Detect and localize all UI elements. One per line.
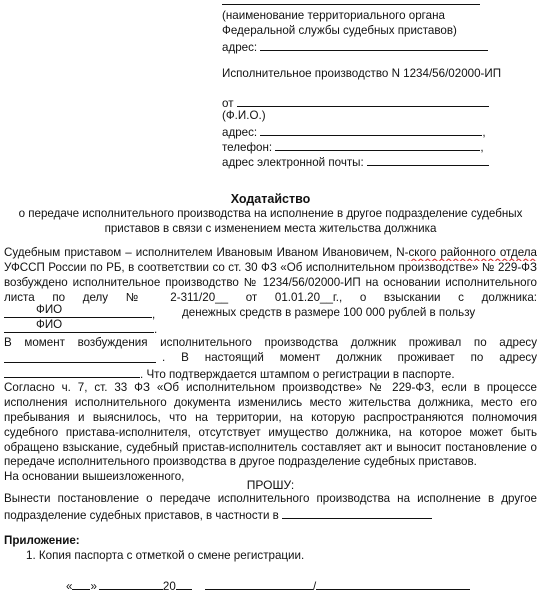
department-blank bbox=[282, 507, 432, 519]
attachments-heading: Приложение: bbox=[4, 534, 80, 547]
fio-label: (Ф.И.О.) bbox=[222, 109, 266, 122]
p5-text: подразделение судебных приставов, в частности в bbox=[4, 509, 279, 522]
paragraph-1 bbox=[4, 246, 537, 306]
p1-line-3: возбуждено исполнительное производство № 1234/56/02000-ИП на основании исполнительного bbox=[4, 275, 537, 289]
debtor-address: адрес: , bbox=[222, 126, 486, 139]
debtor-address-label: адрес: bbox=[222, 126, 258, 139]
from-label: от bbox=[222, 97, 234, 110]
organ-line-1: (наименование территориального органа bbox=[222, 9, 445, 22]
month-blank bbox=[99, 578, 163, 590]
paragraph-2 bbox=[4, 336, 537, 351]
p1-line-2: УФССП России по РБ, в соответствии со ст. 30 ФЗ «Об исполнительном производстве» № 229-ФЗ bbox=[4, 260, 537, 274]
p3-line-2: исполнения исполнительного документа изменились место жительства должника, место его bbox=[4, 395, 537, 409]
p1-line-4: листа по делу № 2-311/20__ от 01.01.20__г., о взыскании с должника: bbox=[4, 290, 537, 304]
p1-line-5: ФИО , денежных средств в размере 100 000 рублей в пользу bbox=[4, 306, 537, 323]
year-prefix: 20 bbox=[162, 580, 176, 593]
p3-line-1: Согласно ч. 7, ст. 33 ФЗ «Об исполнительном производстве» № 229-ФЗ, если в процессе bbox=[4, 381, 537, 394]
p2-line-1: В момент возбуждения исполнительного производства должник проживал по адресу bbox=[4, 336, 537, 349]
top-rule bbox=[222, 0, 480, 5]
case-number: Исполнительное производство N 1234/56/02000-ИП bbox=[222, 67, 502, 80]
debtor-email bbox=[222, 154, 489, 171]
p5-line-1: Вынести постановление о передаче исполнительного производства на исполнение в другое bbox=[4, 492, 537, 505]
document-subtitle-1: о передаче исполнительного производства на исполнение в другое подразделение судебных bbox=[18, 207, 523, 220]
phone-blank bbox=[275, 139, 480, 151]
fio-blank-2 bbox=[4, 318, 154, 333]
organ-address bbox=[222, 39, 488, 56]
debtor-phone: телефон: , bbox=[222, 141, 484, 154]
signature-slash: / bbox=[313, 580, 317, 593]
attachment-item-1: 1. Копия паспорта с отметкой о смене регистрации. bbox=[26, 549, 305, 562]
p2-current-address-text: . В настоящий момент должник проживает по адресу bbox=[162, 351, 537, 364]
name-blank bbox=[316, 578, 470, 590]
fio-placeholder-1: ФИО bbox=[36, 303, 63, 316]
fio-placeholder-2: ФИО bbox=[36, 318, 63, 331]
from-blank bbox=[237, 95, 489, 107]
paragraph-3 bbox=[4, 381, 537, 470]
old-address-blank bbox=[4, 351, 156, 363]
address-blank bbox=[260, 39, 488, 51]
paragraph-5 bbox=[4, 492, 537, 507]
debtor-address-blank bbox=[260, 124, 482, 136]
organ-line-2: Федеральной службы судебных приставов) bbox=[222, 24, 457, 37]
day-blank bbox=[72, 578, 90, 590]
p3-line-5: обращено взыскание, судебный пристав-исполнитель составляет акт и выносит постановление о bbox=[4, 440, 537, 454]
paragraph-4: На основании вышеизложенного, bbox=[4, 470, 185, 483]
request-heading: ПРОШУ: bbox=[246, 478, 295, 492]
p3-line-3: пребывания и выяснилось, что на территории, на которую распространяются полномочия bbox=[4, 410, 537, 424]
p5-line-2 bbox=[4, 507, 432, 524]
year-blank bbox=[176, 578, 192, 590]
email-blank bbox=[367, 154, 489, 166]
address-label: адрес: bbox=[222, 41, 258, 54]
email-label: адрес электронной почты: bbox=[222, 156, 364, 169]
fio-blank-1 bbox=[4, 303, 152, 318]
phone-label: телефон: bbox=[222, 141, 273, 154]
document-subtitle-2: приставов в связи с изменением места жительства должника bbox=[104, 222, 437, 235]
new-address-blank bbox=[4, 366, 140, 378]
p2-stamp-text: . Что подтверждается штампом о регистрации в паспорте. bbox=[140, 368, 455, 381]
date-quote-open: « bbox=[66, 580, 73, 593]
p3-line-4: судебного пристава-исполнителя, отсутствует имущество должника, на которое может быть bbox=[4, 425, 537, 439]
signature-blank bbox=[205, 578, 313, 590]
date-quote-close: » bbox=[90, 580, 97, 593]
p1-line-6: ФИО . bbox=[4, 321, 157, 338]
p1-line-1: Судебным приставом – исполнителем Ивановым Иваном Ивановичем, N-ского районного отдела bbox=[4, 246, 537, 259]
p3-line-6: передаче исполнительного производства в другое подразделение судебных приставов. bbox=[4, 455, 477, 469]
p1-money-text: денежных средств в размере 100 000 рублей в пользу bbox=[182, 306, 476, 319]
document-title: Ходатайство bbox=[230, 192, 311, 206]
signature-line bbox=[66, 578, 470, 595]
